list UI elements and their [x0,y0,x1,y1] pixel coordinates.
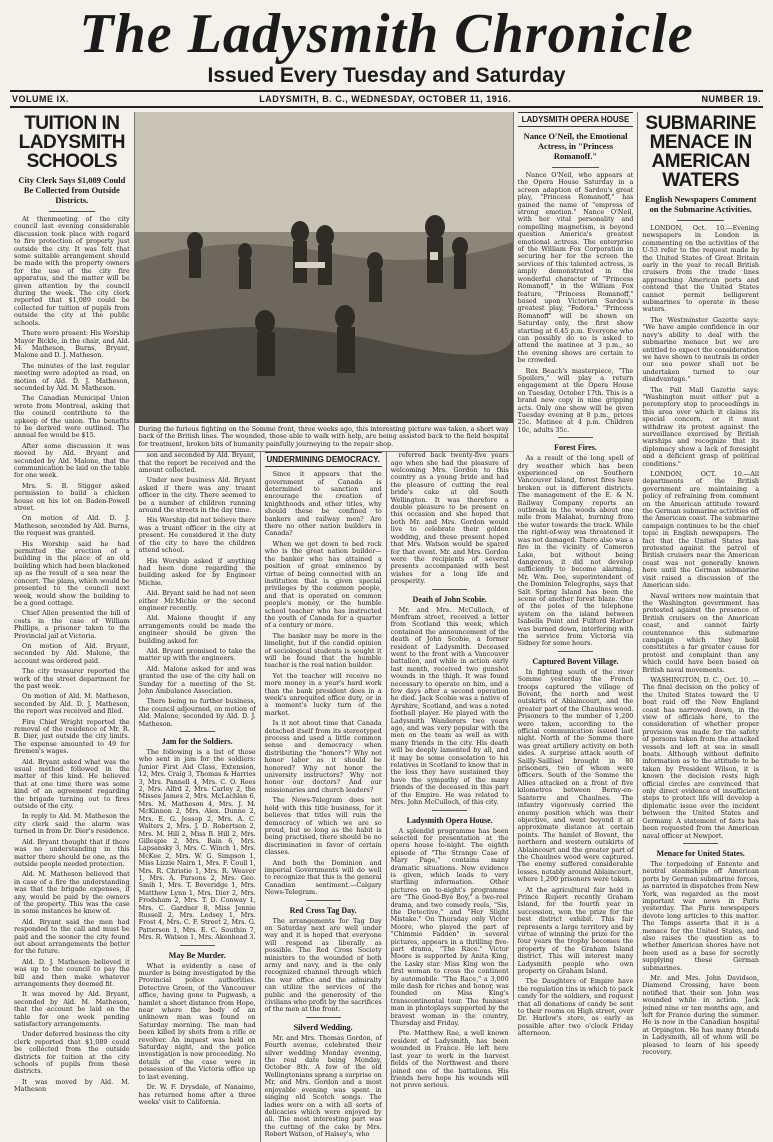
paragraph: There being no further business, the council adjourned, on motion of Ald. Malone, seconded by Ald. D. J. Matheson. [138,697,256,728]
article-tag-day [265,918,382,1014]
article-silver-wedding [265,1035,382,1139]
paragraph: referred back twenty-five years ago when she had the pleasure of welcoming Mrs. Gordon to this country as a young bride and had the pleasure of cutting the real bride's cake at old South Wellington. It was therefore a double pleasure to be present on this occasion and she hoped that both Mr. and Mrs. Gordon would live to celebrate their golden wedding, and these present hoped that Mrs. Watson would be spared for that event. Mr. and Mrs. Gordon were the recipients of several presents accompanied with best wishes for a long life and prosperity. [390,451,509,586]
article-scobie [391,607,509,807]
paragraph: Ald. Bryant said he had not seen either Mr.Michie or the second engineer recently. [138,589,256,612]
article-forest-fires [518,455,634,648]
war-photo [135,112,513,423]
divider [306,900,341,901]
paragraph: Yet the teacher will receive no more money in a year's hard work than the bank president does in a week's unrequited office duty, or in a moment's lucky turn of the market. [264,671,382,717]
paragraph: What is evidently a case of murder is being investigated by the Provincial police authorities. Detective Green, of the Vancouver office, having gone to Pugwash, a hamlet a short distance from Hope, near where the body of an unknown man was found on Saturday morning. The man had been killed by shots from a rifle or revolver. An inquest was held on Saturday night, and the police investigation is now proceeding. No details of the case were in possession of the Victoria office up to last evening. [138,961,256,1081]
dateline [10,90,763,108]
heading-menace: Menace for United States. [656,848,745,858]
paragraph: The banker may be more in the limelight, but if the candid opinion of sociological students is sought it will be found that the humble teacher is the real nation builder. [264,631,382,670]
paragraph: The following is a list of those who sent in jam for the soldiers: Junior First Aid Class, Extension, 12, Mrs. Craig 3, Thomas & Harries 3, Mrs. Pannell 4, Mrs. C. O. Rees 2, Mrs. Alfrd 2, Mrs. Carley 2, the Misses James 2, Mrs. McLachlan 6, Mrs. M. Matheson 4, Mrs. J. M. McKinnon 2, Mrs. Alex. Dunne 2, Mrs. E. G. Jessop 2, Mrs. A. C. Walters 2, Mrs. J. D. Robertson 2, Mrs. M. Hill 2, Miss B. Hill 2, Mrs. Gillespie 2, Mrs. Bain 6, Mrs. Lapsansky 3, Mrs. C. Winch 1, Mrs. McKee 2, Mrs. W. G. Simpson 1, Miss Lizzie Nairn 1, Mrs. F. Coull 1, Mrs. R. Christie 1, Mrs. R. Weaver 1, Mrs. A. Parsons 2, Mrs. Geo. Smih 1, Mrs. T. Beveridge 1, Mrs. Matthew Lynn 1, Mrs. Dier 2, Mrs. Frodsham 2, Mrs. T. D. Conway 1, Mrs. C. Gardner 8, Miss Jennie Russell 2, Mrs. Ledsey 1, Mrs. Frost 4, Mrs. C. F. Street 2, Mrs. G. Patterson 1, Mrs. E. C. Southin 7, Mrs. R. Watson 1, Mrs. Akenhead 3. [138,748,256,942]
paragraph: Under deferred business the city clerk reported that $1,089 could be collected from the outside districts for tuition at the city schools of pupils from these districts. [14,1030,130,1076]
paragraph: Mrs. S. B. Stigger asked permission to build a chicken house on his lot on Baden-Powell street. [14,481,130,513]
paragraph: The arrangements for Tag Day on Saturday next are well under way and it is hoped that everyone will respond as liberally as possible. The Red Cross Society ministers to the wounded of both army and navy, and is the only recognized channel through which the war office and the admiralty can utilize the services of the public and the generosity of the civilians who profit by the sacrifices of the men at the front. [264,916,382,1014]
photo-caption: During the furious fighting on the Somme front, three weeks ago, this interesting picture was taken, a short way back of the British lines. The wounded, those able to walk with help, are being assisted back to the field hospital for treatment, broken bits of humanity painfully journeying to the repair shop. [135,423,513,452]
heading-tag-day: Red Cross Tag Day. [289,905,357,915]
paragraph: His Worship did not believe there was a truant officer in the city at present. He considered it the duty of the city to have the children attend school. [138,516,256,555]
paragraph: After some discussion it was moved by Ald. Bryant and seconded by Ald. Malone, that the communication be laid on the table for one week. [14,441,130,480]
paragraph: WASHINGTON, D. C., Oct. 10. —The final decision on the policy of the United States toward the U boat raid off the New England coast has narrowed down, in the view of officials here, to the consideration of whether proper provision was made for the safety of persons taken from the attacked vessels and left at sea in small boats. Although without definite information as to the attitude to be taken by President Wilson, it is known the decision rests high official circles are convinced that only direct evidence of insufficient steps to protect life will develop a diplomatic issue over the incident between the United States and Germany. A statement of facts has been requested from the American naval officer at Newport. [642,675,760,840]
paragraph: Under new business Ald. Bryant asked if there was any truant officer in the city. There seemed to be a number of children running around the streets in the day time. [138,476,256,515]
article-wedding-cont [391,452,509,585]
masthead-tagline: Issued Every Tuesday and Saturday [207,64,566,87]
paragraph: On motion of Ald. D. J. Matheson, seconded by Ald. Burns, the request was granted. [14,514,130,538]
divider [432,589,467,590]
column-4 [387,452,513,1141]
divider [683,843,718,844]
column-2 [135,452,261,1141]
photo-section [135,112,514,1139]
paragraph: Rex Beach's masterpiece, "The Spoilers," will play a return engagement at the Opera House on Tuesday, October 17th. This is a brand new copy in nine gripping acts. Only one show will be given Tuesday evening at 8 p.m., prices 25c. Matinee at 4 p.m. Children 10c, adults 35c. [517,366,634,434]
deck-nance-oneil: Nance O'Neil, the Emotional Actress, in "Princess Romanoff." [523,131,628,161]
paragraph: On motion of Ald. M. Matheson, seconded by Ald. D. J. Matheson, the report was received and filed. [14,692,130,716]
column-1 [10,112,135,1094]
paragraph: The News-Telegram does not hold with this title business, for it believes that titles will ruin the democracy of which we are so proud, but so long as the habit is being practised, there should be no discrimination in favor of certain classes. [264,796,382,857]
article-bovent [518,669,634,1038]
paragraph: Ald. Bryant asked what was the usual method followed in the matter of this kind. He believed that at one time there was some kind of an agreement regarding the brigade turning out to fires outside of the city. [14,757,130,811]
paragraph: LONDON, Oct. 10.—Evening newspapers in London in commenting on the activities of the U-53 refer to the request made by the United States of Great Britain early in the year to recall British cruisers from the trade lines approaching American ports and contend that the United States cannot permit belligerent submarines to operate in these waters. [642,224,760,314]
paragraph: Mr. and Mrs. Thomas Gordon, of Fourth avenue, celebrated their silver wedding Monday evening, the real date being Monday, October 8th. A few of the old Wellingtonians sprang a surprise on Mr. and Mrs. Gordon and a most enjoyable evening was spent in singing old Scotch songs. The ladies were on a with all sorts of delicacies which were enjoyed by all. The most interesting part was the cutting of the cake by Mrs. Robert Watson, of Halsey's, who [264,1033,382,1139]
paragraph: There were present: His Worship Mayor Bickle, in the chair, and Ald. M. Matheson, Burns, Bryant, Malone and D. J. Matheson. [14,329,130,360]
divider [558,651,593,652]
paragraph: Dr. W. F. Drysdale, of Nanaimo, has returned home after a three weeks' visit to California. [138,1083,256,1106]
column-5 [514,112,639,1038]
heading-democracy: UNDERMINING DEMOCRACY. [265,452,382,467]
paragraph: A splendid programme has been selected for presentation at the opera house to-night. The eighth episode of "The Strange Case of Mary Page," contains many dramatic situations. New evidence is given, which leads to very startling information. Other pictures on to-night's programme are "The Good-Bye Boy," a two-reel drama, and two comedy reels, "Sis, the Detective," and "Her Slight Mistake." On Thursday only Victor Moore, who played the part of "Chimmie Fadden" in several pictures, appears in a thrilling five-part drama, "The Race." Victor Moore is supported by Anita King, the Lasky star. Miss King won the first woman to cross the continent by automobile. "The Race," a 3,000 mile dash for riches and honor, was founded on Miss King's transcontinental tour. The funniest man in photoplays supported by the bravest woman in the country, Thursday and Friday. [390,826,509,1028]
heading-opera: Ladysmith Opera House. [406,815,493,825]
divider [432,810,467,811]
headline-tuition: TUITION IN LADYSMITH SCHOOLS [18,113,125,172]
divider [552,167,598,168]
paragraph: The city treasurer reported the work of the street department for the past week. [14,667,130,690]
paragraph: The minutes of the last regular meeting were adopted as read, on motion of Ald. D. J. Matheson, seconded by Ald. M. Matheson. [14,361,130,392]
paragraph: Mr. and Mrs. John Davidson, Diamond Crossing, have been notified that their son John was wounded while in action. Jack joined nine or ten months ago, and left for France during the summer. He is now in the Canadian hospital at Orpington. He has many friends in Ladysmith, all of whom will be pleased to learn of his speedy recovery. [642,974,760,1057]
volume-label: VOLUME IX. [12,94,70,104]
paragraph: Ald. Bryant thought that if there was no understanding in this matter there should be one, as the outside people needed protection. [14,837,130,868]
paragraph: LONDON, OCT. 10.—All departments of the British government are maintaining a policy of refraining from comment on the American attitude toward the German submarine activities off the American coast. The submarine campaign continues to be the chief topic in English newspapers. The fact that the United States has protested against the patrol of British cruisers near the American coast was not generally known here until the German submarine visit raised a discussion of the American side. [642,470,760,590]
paragraph: On motion of Ald. Bryant, seconded by Ald. Malone, the account was ordered paid. [14,641,130,665]
article-nance-oneil [518,172,634,434]
divider [306,1017,341,1018]
divider [180,945,215,946]
paragraph: As a result of the long spell of dry weather which has been experienced on Southern Vancouver Island, forest fires have broken out in different districts. The management of the E. & N. Railway Company reports an outbreak in the woods about one mile from Malahat, burning from the water towards the track. While the right-of-way was threatened it was not damaged. There also was a fire in the vicinity of Cameron Lake, but without being dangerous, it did not develop sufficiently to become alarming. Mr. Wm. Dee, superintendent of the Dominion Telegraphs, says that Salt Spring Island has been the scene of another forest blaze. One of the poles of the telephone system on the island between Isabella Point and Fulford Harbor was burned down, interfering with the service from Victoria via Sidney for some hours. [517,454,634,648]
article-council-cont [139,452,256,728]
article-opera [391,828,509,1090]
paragraph: Mr. and Mrs. McCulloch, of Menfram street, received a letter from Scotland this week, which contained the announcement of the death of John Scobie, a former resident of Ladysmith. Deceased went to the front with a Vancouver battalion, and while in action early last month, received two gunshot wounds in the thigh. It was found necessary to operate on him, and a few days after a second operation he died. Jack Scobie was a native of Ayrshire, Scotland, and was a noted football player. He played with the Ladysmith Wanderers two years ago, and was very popular with the men on the team as well as with many friends in the city. His death will be deeply lamented by all, and it may be some consolation to his relatives in Scotland to know that in the loss they have sustained they have the sympathy of the many friends of the deceased in this part of the Empire. He was related to Mrs. John McCulloch, of this city. [390,605,509,807]
paragraph: At thenmeeting of the city council last evening considerable discussion took place with regard to fire protection of property just outside the city. It was felt that some suitable arrangement should be made with the property owners for the use of the city fire apparatus, and the matter will be given attention by the council during the week. The city clerk reported that $1,089 could be collected for tuition of pupils from outside the city at the public schools. [14,215,130,327]
deck-tuition: City Clerk Says $1,089 Could Be Collected from Outside Districts. [18,175,126,205]
article-menace [642,861,759,1057]
heading-murder: May Be Murder. [168,950,226,960]
paragraph: The Daughters of Empire have the regulation tins in which to pack candy for the soldiers, and request that all donations of candy be sent to their rooms on High street, over Dr. Harlow's store, as early as possible after two o'clock Friday afternoon. [517,977,634,1038]
heading-forest-fires: Forest Fires. [554,443,597,453]
heading-jam: Jam for the Soldiers. [161,737,233,747]
masthead-title: The Ladysmith Chronicle [79,3,694,65]
columns [10,112,763,1139]
paragraph: In reply to Ald. M. Matheson the city clerk said the alarm was turned in from Dr. Dier's residence. [14,812,130,836]
deck-submarine: English Newspapers Comment on the Submarine Activities. [644,194,757,214]
paragraph: Chief Allen presented the bill of costs in the case of William Phillips, a prisoner taken to the Provincial jail at Victoria. [14,609,130,640]
paragraph: Since it appears that the government of Canada is determined to sanction and encourage the creation of knighthoods and other titles, why should these be confined to bankers and railway men? Are there no other nation builders in Canada? [264,470,382,538]
headline-submarine: SUBMARINE MENACE IN AMERICAN WATERS [645,113,756,191]
divider [677,220,724,221]
paragraph: In fighting south of the river Somme yesterday the French troops captured the village of Bovent, the north and west outskirts of Ablaincourt, and the greater part of the Chaulnes wood. Prisoners to the number of 1,200 were taken, according to the official communication issued last night. North of the Somme there was great artillery activity on both sides. A surprise attack south of Sailly-Saillisel brought in 80 prisoners, two of whom were officers. South of the Somme the Allies attacked on a front of five kilometres between Berny-en-Santerre and Chaulnes. The infantry vigorously carried the enemy position which was their objective, and went beyond it at approximate distance at certain points. The hamlet of Bovent, the northern and western outskirts of Ablaincourt and the greater part of the Chaulnes wood were captured. The enemy suffered considerable losses, notably around Ablaincourt, where 1,200 prisoners were taken. [517,667,634,884]
paragraph: son and seconded by Ald. Bryant, that the report be received and the amount collected. [138,451,256,475]
heading-bovent: Captured Bovent Village. [532,656,619,666]
paragraph: The Westminster Gazette says: "We have ample confidence in our navy's ability to deal with the submarine menace but we are entitled to expect the consideration we have shown to neutrals in order our sea power shall not be undertaken turned to our disadvantage." [642,315,760,384]
issue-number: NUMBER 19. [701,94,761,104]
paragraph: The Pall Mall Gazette says: "Washington must either put a peremptory stop to proceedings in this area over which it claims its special concern, or it must withdraw its protest against the surveillance exercised by British warships and recognize that its diplomacy show a lack of foresight and a deficient grasp of political conditions." [642,385,760,468]
heading-silver-wedding: Silverd Wedding. [293,1022,353,1032]
article-jam [139,749,256,942]
paragraph: Ald. D. J. Matheson believed it was up to the council to pay the bill and then make whatever arrangements they deemed fit. [14,957,130,988]
paragraph: His Worship asked if anything had been done regarding the building asked for by Engineer Michie. [138,556,256,587]
paragraph: Ald. Bryant promised to take the matter up with the engineers. [138,646,256,663]
paragraph: It was moved by Ald. Bryant, seconded by Ald. M. Matheson, that the account be laid on the table for one week pending satisfactory arrangements. [14,990,130,1029]
paragraph: It was moved by Ald. M. Matheson [14,1077,130,1094]
heading-opera-house: LADYSMITH OPERA HOUSE [518,112,634,127]
photo-subcolumns [135,452,513,1141]
article-submarine [642,225,759,840]
somme-photo-image [135,112,513,422]
paragraph: Nance O'Neil, who appears at the Opera House Saturday in a screen adaption of Sardou's great play, "Princess Romanoff," has gained the name of "empress of strong emotion." Nance O'Neil, with her vital personality and compelling magnetism, is beyond question America's greatest emotional actress. The enterprise of the William Fox Corporation in securing her for the screen the services of this talented actress, is amply demonstrated in the wonderful character of "Princess Romanoff," in the William Fox feature, "Princess Romanoff," based upon Victorien Sardou's greatest play, "Fedora." "Princess Romanoff" will be shown on Saturday only, the first show starting at 6.45 p.m. Everyone who can possibly do so is asked to attend the matinee at 3 p.m., so the evening shows are certain to be crowded. [517,171,634,365]
paragraph: Ald. M. Matheson believed that in case of a fire the understanding was that the brigade expenses, if any, would be paid by the owners of the property. This was the case in some instances he knew of. [14,870,130,916]
paragraph: And both the Dominion and imperial Governments will do well to recognize that this is the general Canadian sentiment.—Calgary News-Telegram. [264,858,382,897]
paragraph: At the agricultural fair held in Prince Rupert recently Graham Island, for the fourth year in succession, won the prize for the best district exhibit. This fair represents a large territory and by virtue of winning the prize for the four years the trophy becomes the property of the Graham Island district. This will interest many Ladysmith people who own property on Graham Island. [517,885,634,976]
divider [180,731,215,732]
article-murder [139,963,256,1107]
paragraph: The Canadian Municipal Union wrote from Montreal, asking that the council contribute to the upkeep of the union. The benefits to be derived were outlined. The annual fee would be $15. [14,394,130,440]
paragraph: Naval writers now maintain that the Washington government has protested against the presence of British cruisers on the American coast, and cannot fairly countenance this submarine campaign which they hold constitutes a far greater cause for protest and complaint than any which could have been based on British naval movements. [642,591,760,674]
heading-scobie: Death of John Scobie. [412,594,487,604]
paragraph: Ald. Malone asked for and was granted the use of the city hall on Sunday for a meeting of the St. John Ambulance Association. [138,664,256,695]
paragraph: Ald. Malone thought if any arrangements could be made the engineer should be given the building asked for. [138,614,256,645]
paragraph: Pte. Matthew Rae, a well known resident of Ladysmith, has been wounded in France. He left here last year to work in the harvest fields of the Northwest and there joined one of the battalions. His friends here hope his wounds will not prove serious. [390,1029,509,1090]
paragraph: Fire Chief Wright reported the removal of the residence of Mr. R. B. Dier, just outside the city limits. The expense amounted to 49 for firemen's wages. [14,717,130,756]
divider [558,437,593,438]
column-3 [261,452,387,1141]
paragraph: His Worship said he had permitted the erection of a building in the place of an old building which had been blackened up as the result of a sea near the concert. The plans, which would be presented to the council next week, would show the building to be a good cottage. [14,539,130,607]
article-tuition [14,216,130,1094]
column-6 [638,112,763,1057]
paragraph: Ald. Bryant said the men had responded to the call and must be paid and the sooner the city found out about arrangements the better for the future. [14,917,130,956]
divider [49,211,95,212]
article-democracy [265,471,382,896]
paragraph: The torpedoing of Entente and neutral steamships off American ports by German submarine forces, as narrated in dispatches from New York, was regarded as the most important war news in Paris yesterday. The Paris newspapers devote long articles to this matter. The Temps asserts that it is a menace for the United States, and also raises the question as to whether American shores have not been used as a base for secretly supplying these German submarines. [642,859,760,972]
paragraph: When we get down to bed rock who is the great nation builder—the banker who has attained a position of great eminence by virtue of being connected with an institution that is given special privileges by the common people, and that is operated on common people's money, or the humble school teacher who has instructed the youth of Canada for a quarter of a century or more. [264,539,382,630]
place-date: LADYSMITH, B. C., WEDNESDAY, OCTOBER 11, 1916. [259,94,512,104]
paragraph: Is it not about time that Canada detached itself from its stereotyped process and used a little common sense and democracy when distributing the "honors"? Why not honor labor as it should be honored? Why not honor the university instructors? Why not honor our doctors? And our missionaries and church leaders? [264,719,382,794]
